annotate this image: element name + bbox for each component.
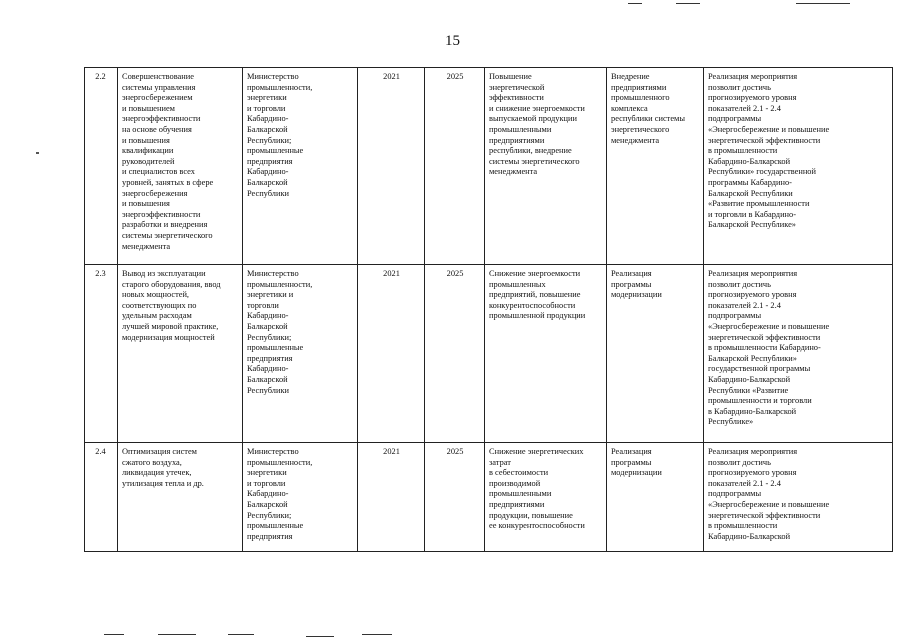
top-scan-mark <box>676 3 700 4</box>
top-scan-mark <box>628 3 642 4</box>
bottom-scan-mark <box>158 634 196 635</box>
executor-cell: Министерство промышленности, энергетики и торговли Кабардино- Балкарской Республики; промышленные предприятия Кабардино- Балкарской Республики <box>243 265 358 443</box>
start-year-cell: 2021 <box>358 265 425 443</box>
expected-result-cell: Снижение энергоемкости промышленных предприятий, повышение конкурентоспособности промышленной продукции <box>485 265 607 443</box>
consequence-cell: Внедрение предприятиями промышленного комплекса республики системы энергетического менеджмента <box>607 68 704 265</box>
top-scan-mark <box>796 3 850 4</box>
action-cell: Оптимизация систем сжатого воздуха, ликвидация утечек, утилизация тепла и др. <box>118 443 243 552</box>
start-year-cell: 2021 <box>358 68 425 265</box>
row-number: 2.3 <box>85 265 118 443</box>
table-row <box>85 443 893 552</box>
row-number: 2.2 <box>85 68 118 265</box>
end-year-cell: 2025 <box>425 68 485 265</box>
bottom-scan-mark <box>306 636 334 637</box>
table-row <box>85 265 893 443</box>
action-plan-table <box>84 67 893 552</box>
indicator-relation-cell: Реализация мероприятия позволит достичь прогнозируемого уровня показателей 2.1 - 2.4 подпрограммы «Энергосбережение и повышение энергетической эффективности в промышленности Кабардино-Балкарской <box>704 443 893 552</box>
consequence-cell: Реализация программы модернизации <box>607 443 704 552</box>
action-cell: Совершенствование системы управления энергосбережением и повышением энергоэффективности на основе обучения и повышения квалификации руководителей и специалистов всех уровней, занятых в сфере энергосбережения и повышения энергоэффективности разработки и внедрения системы энергетического менеджмента <box>118 68 243 265</box>
start-year-cell: 2021 <box>358 443 425 552</box>
end-year-cell: 2025 <box>425 265 485 443</box>
consequence-cell: Реализация программы модернизации <box>607 265 704 443</box>
table-row <box>85 68 893 265</box>
executor-cell: Министерство промышленности, энергетики и торговли Кабардино- Балкарской Республики; промышленные предприятия Кабардино- Балкарской Республики <box>243 68 358 265</box>
indicator-relation-cell: Реализация мероприятия позволит достичь прогнозируемого уровня показателей 2.1 - 2.4 подпрограммы «Энергосбережение и повышение энергетической эффективности в промышленности Кабардино-Балкарской Республики» государственной программы Кабардино- Балкарской Республики «Развитие промышленности и торговли в Кабардино- Балкарской Республике» <box>704 68 893 265</box>
end-year-cell: 2025 <box>425 443 485 552</box>
expected-result-cell: Повышение энергетической эффективности и снижение энергоемкости выпускаемой продукции промышленными предприятиями республики, внедрение системы энергетического менеджмента <box>485 68 607 265</box>
page-number: 15 <box>445 33 460 49</box>
bottom-scan-mark <box>362 634 392 635</box>
action-cell: Вывод из эксплуатации старого оборудования, ввод новых мощностей, соответствующих по удельным расходам лучшей мировой практике, модернизация мощностей <box>118 265 243 443</box>
bottom-scan-mark <box>104 634 124 635</box>
expected-result-cell: Снижение энергетических затрат в себестоимости производимой промышленными предприятиями продукции, повышение ее конкурентоспособности <box>485 443 607 552</box>
executor-cell: Министерство промышленности, энергетики и торговли Кабардино- Балкарской Республики; промышленные предприятия <box>243 443 358 552</box>
row-number: 2.4 <box>85 443 118 552</box>
scan-speck <box>36 152 39 154</box>
indicator-relation-cell: Реализация мероприятия позволит достичь прогнозируемого уровня показателей 2.1 - 2.4 подпрограммы «Энергосбережение и повышение энергетической эффективности в промышленности Кабардино- Балкарской Республики» государственной программы Кабардино-Балкарской Республики «Развитие промышленности и торговли в Кабардино-Балкарской Республике» <box>704 265 893 443</box>
bottom-scan-mark <box>228 634 254 635</box>
